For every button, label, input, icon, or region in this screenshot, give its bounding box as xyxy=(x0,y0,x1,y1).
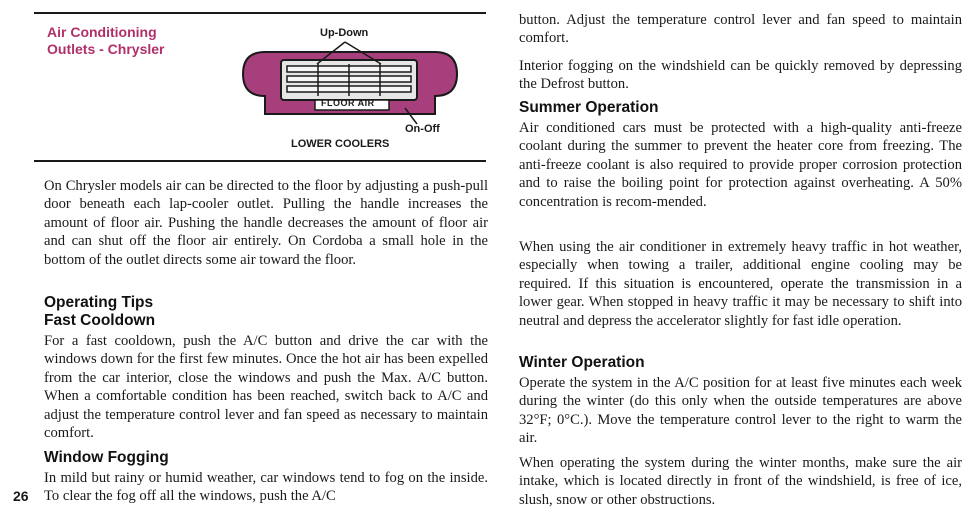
operating-tips-heading: Operating Tips xyxy=(44,294,154,311)
page-number: 26 xyxy=(13,488,29,504)
winter-air-intake-paragraph: When operating the system during the winter months, make sure the air intake, which is located directly in front of the windshield, is free of ice, slush, snow or other obstructions. xyxy=(519,455,962,508)
lower-coolers-figure xyxy=(235,27,485,150)
lower-cooler-illustration xyxy=(235,30,485,140)
on-off-label: On-Off xyxy=(405,123,440,135)
summer-antifreeze-paragraph: Air conditioned cars must be protected with a high-quality anti-freeze coolant during the summer to prevent the heater core from freezing. The anti-freeze coolant is also required to provide proper corrosion protection and to raise the boiling point for protection against overheating. A 50% concentration is recom-mended. xyxy=(519,120,962,210)
summer-operation-heading: Summer Operation xyxy=(519,99,659,116)
caption-title-line2: Outlets - Chrysler xyxy=(47,41,165,57)
fast-cooldown-paragraph: For a fast cooldown, push the A/C button and drive the car with the windows down for the first few minutes. Once the hot air has been expelled from the car interior, close the windows and push the Max. A/C button. When a comfortable condition has been reached, switch back to A/C and adjust the temperature control lever and fan speed as necessary to maintain comfort. xyxy=(44,333,488,442)
defrost-paragraph: Interior fogging on the windshield can be quickly removed by depressing the Defrost button. xyxy=(519,58,962,93)
figure-bottom-rule xyxy=(34,160,486,162)
window-fogging-heading: Window Fogging xyxy=(44,449,169,466)
top-rule xyxy=(34,12,486,14)
outlet-louvres xyxy=(287,64,411,96)
winter-system-paragraph: Operate the system in the A/C position for at least five minutes each week during the winter (do this only when the outside temperatures are above 32°F; 0°C.). Move the temperature control lever to the right to warm the air. xyxy=(519,375,962,447)
floor-air-label: FLOOR AIR xyxy=(321,98,375,108)
lower-coolers-caption: LOWER COOLERS xyxy=(291,138,390,150)
up-down-label: Up-Down xyxy=(320,27,369,39)
summer-heavy-traffic-paragraph: When using the air conditioner in extremely heavy traffic in hot weather, especially when towing a trailer, additional engine cooling may be required. If this situation is encountered, operate the transmission in a lower gear. When stopped in heavy traffic it may be necessary to shift into neutral and depress the accelerator slightly for fast idle operation. xyxy=(519,239,962,329)
caption-title-line1: Air Conditioning xyxy=(47,24,157,40)
figure-caption-title xyxy=(47,24,164,58)
chrysler-floor-air-paragraph: On Chrysler models air can be directed to the floor by adjusting a push-pull door beneath each lap-cooler outlet. Pulling the handle increases the amount of floor air. Pushing the handle decreases the amount of floor air and can shut off the floor air entirely. On Cordoba a small hole in the bottom of the outlet directs some air toward the floor. xyxy=(44,178,488,268)
window-fogging-paragraph: In mild but rainy or humid weather, car windows tend to fog on the inside. To clear the fog off all the windows, push the A/C xyxy=(44,470,488,505)
winter-operation-heading: Winter Operation xyxy=(519,354,645,371)
fast-cooldown-heading: Fast Cooldown xyxy=(44,312,156,329)
continued-paragraph: button. Adjust the temperature control lever and fan speed to maintain comfort. xyxy=(519,12,962,47)
